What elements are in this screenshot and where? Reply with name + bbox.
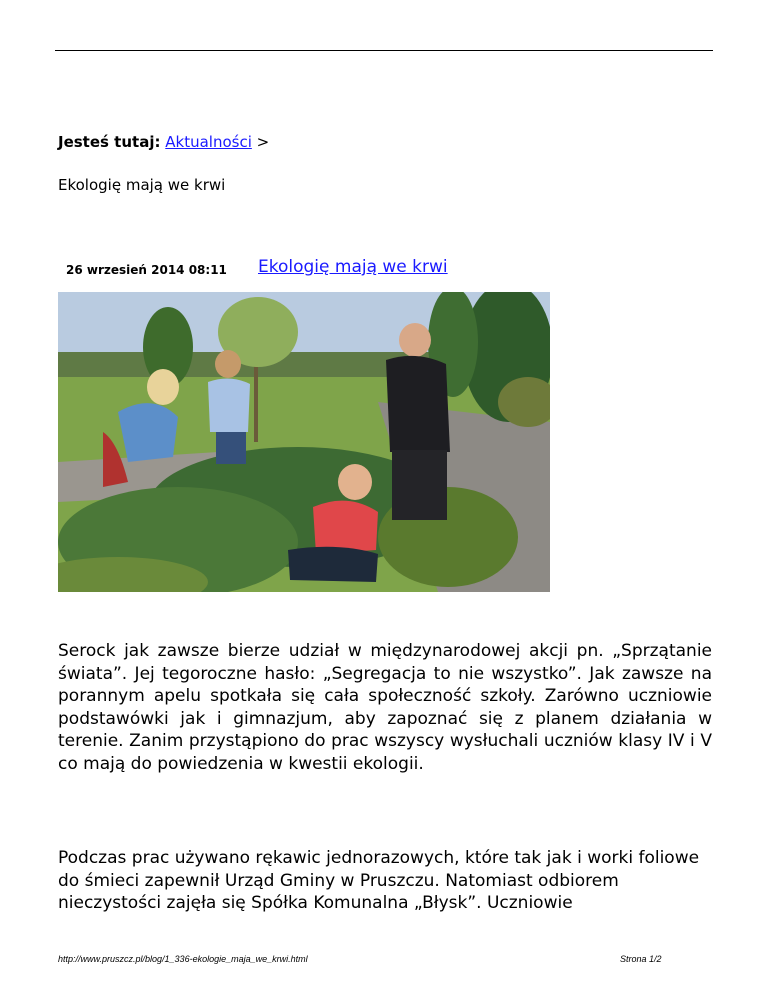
article-photo	[58, 292, 550, 592]
breadcrumb-separator: >	[256, 133, 270, 151]
article-paragraph-2: Podczas prac używano rękawic jednorazowych, które tak jak i worki foliowe do śmieci zapewnił Urząd Gminy w Pruszczu. Natomiast odbiorem nieczystości zajęła się Spółka Komunalna „Błysk”. Uczniowie	[58, 848, 700, 913]
footer-page-number: Strona 1/2	[620, 954, 662, 964]
article-paragraph-1: Serock jak zawsze bierze udział w międzynarodowej akcji pn. „Sprzątanie świata”. Jej tegoroczne hasło: „Segregacja to nie wszystko”. Jak zawsze na porannym apelu spotkała się cała społeczność szkoły. Zarówno uczniowie podstawówki jak i gimnazjum, aby zapoznać się z planem działania w terenie. Zanim przystąpiono do prac wszyscy wysłuchali uczniów klasy IV i V co mają do powiedzenia w kwestii ekologii.	[58, 641, 712, 774]
breadcrumb	[58, 133, 269, 151]
breadcrumb-link-aktualnosci[interactable]: Aktualności	[165, 133, 252, 151]
page-title: Ekologię mają we krwi	[58, 176, 226, 194]
post-date: 26 wrzesień 2014 08:11	[66, 263, 227, 277]
post-title-link[interactable]: Ekologię mają we krwi	[258, 257, 448, 277]
top-divider	[55, 50, 713, 51]
breadcrumb-prefix: Jesteś tutaj:	[58, 133, 161, 151]
footer-url: http://www.pruszcz.pl/blog/1_336-ekologie_maja_we_krwi.html	[58, 954, 308, 964]
